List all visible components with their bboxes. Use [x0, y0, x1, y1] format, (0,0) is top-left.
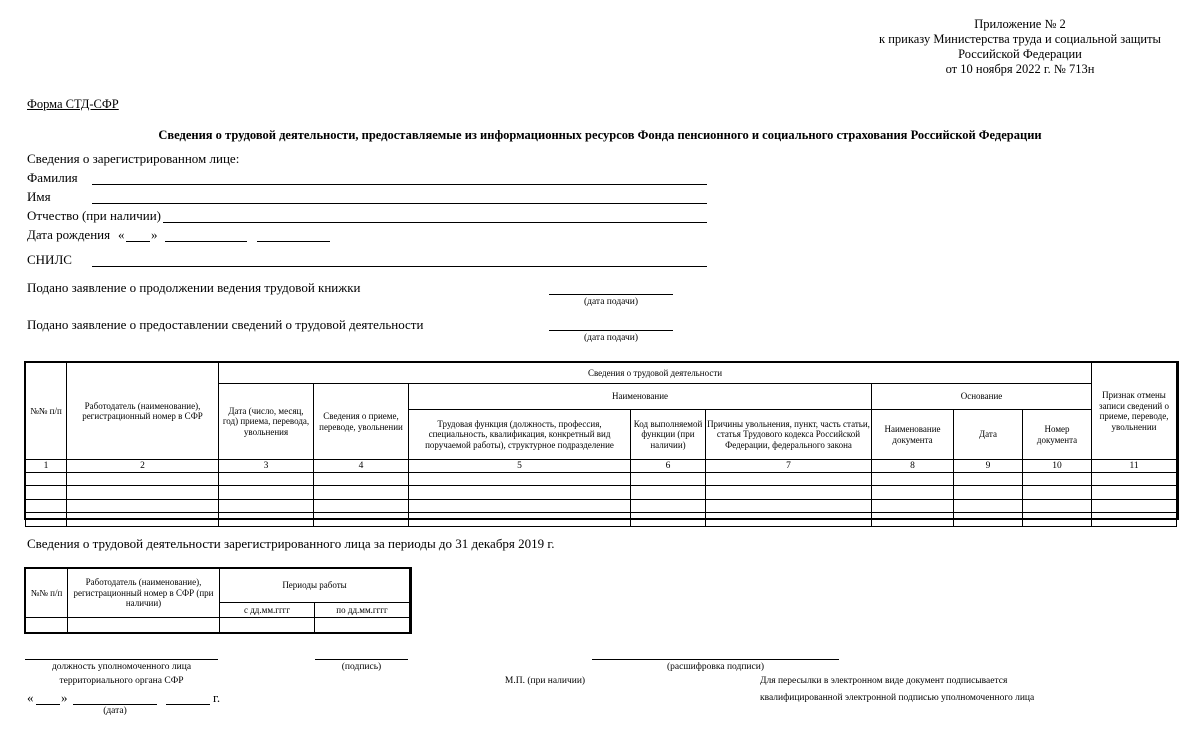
snils-field[interactable]: [92, 266, 707, 267]
table-cell[interactable]: [1023, 513, 1092, 527]
table-cell[interactable]: [409, 513, 631, 527]
table-row: [26, 486, 1177, 500]
period-from-header: с дд.мм.гггг: [220, 603, 315, 618]
name-field[interactable]: [92, 203, 707, 204]
table-cell[interactable]: [1092, 500, 1177, 513]
column-numbers-row: [26, 460, 1177, 473]
col-cancel-sign-header: Признак отмены записи сведений о приеме, переводе, увольнении: [1092, 363, 1177, 460]
column-number: 3: [219, 460, 314, 473]
pre2020-col-employer-header: Работодатель (наименование), регистрационный номер в СФР (при наличии): [68, 569, 220, 618]
name-label: Имя: [27, 189, 51, 204]
position-caption: должность уполномоченного лица: [51, 662, 192, 672]
table-cell[interactable]: [67, 513, 219, 527]
table-cell[interactable]: [409, 500, 631, 513]
table-row: [26, 500, 1177, 513]
table-cell[interactable]: [1092, 486, 1177, 500]
table-row: [26, 618, 410, 633]
appendix-block: [860, 17, 1180, 77]
continue-book-date-field[interactable]: [549, 294, 673, 295]
employment-info-header: Сведения о трудовой деятельности: [219, 363, 1092, 384]
table-cell[interactable]: [314, 486, 409, 500]
table-cell[interactable]: [219, 473, 314, 486]
position-line[interactable]: [25, 659, 218, 660]
table-cell[interactable]: [706, 513, 872, 527]
column-number: 5: [409, 460, 631, 473]
birth-month-field[interactable]: [165, 241, 247, 242]
table-cell[interactable]: [68, 618, 220, 633]
column-number: 2: [67, 460, 219, 473]
form-name: Форма СТД-СФР: [27, 97, 119, 111]
surname-field[interactable]: [92, 184, 707, 185]
column-number: 9: [954, 460, 1023, 473]
year-suffix: г.: [213, 690, 221, 705]
col-doc-number-header: Номер документа: [1023, 410, 1092, 460]
table-cell[interactable]: [954, 500, 1023, 513]
decoding-line[interactable]: [592, 659, 839, 660]
column-number: 10: [1023, 460, 1092, 473]
col-hire-info-header: Сведения о приеме, переводе, увольнении: [314, 384, 409, 460]
appendix-line-4: от 10 ноября 2022 г. № 713н: [945, 62, 1095, 76]
provide-info-statement: Подано заявление о предоставлении сведений о трудовой деятельности: [27, 317, 424, 332]
table-cell[interactable]: [67, 486, 219, 500]
table-cell[interactable]: [26, 500, 67, 513]
table-cell[interactable]: [314, 473, 409, 486]
provide-info-date-caption: (дата подачи): [583, 333, 639, 343]
col-date-header: Дата (число, месяц, год) приема, перевода, увольнения: [219, 384, 314, 460]
birth-date-label: Дата рождения: [27, 227, 111, 242]
table-cell[interactable]: [872, 513, 954, 527]
electronic-note-2: квалифицированной электронной подписью уполномоченного лица: [760, 693, 1035, 703]
provide-info-date-field[interactable]: [549, 330, 673, 331]
appendix-line-2: к приказу Министерства труда и социальной защиты: [879, 32, 1161, 46]
table-cell[interactable]: [872, 486, 954, 500]
date-quote-close: »: [61, 690, 68, 705]
table-cell[interactable]: [954, 513, 1023, 527]
document-title: Сведения о трудовой деятельности, предоставляемые из информационных ресурсов Фонда пенсионного и социального страхования Российской Федерации: [158, 128, 1042, 142]
table-cell[interactable]: [219, 486, 314, 500]
table-cell[interactable]: [67, 473, 219, 486]
continue-book-statement: Подано заявление о продолжении ведения трудовой книжки: [27, 280, 361, 295]
table-cell[interactable]: [314, 500, 409, 513]
snils-label: СНИЛС: [27, 252, 72, 267]
table-cell[interactable]: [26, 513, 67, 527]
col-function-code-header: Код выполняемой функции (при наличии): [631, 410, 706, 460]
col-number-header: №№ п/п: [26, 363, 67, 460]
organ-caption: территориального органа СФР: [59, 676, 184, 686]
col-employer-header: Работодатель (наименование), регистрационный номер в СФР: [67, 363, 219, 460]
appendix-line-1: Приложение № 2: [974, 17, 1066, 31]
birth-quote-open: «: [118, 227, 125, 242]
column-number: 8: [872, 460, 954, 473]
table-cell[interactable]: [954, 486, 1023, 500]
period-to-header: по дд.мм.гггг: [315, 603, 410, 618]
table-cell[interactable]: [26, 486, 67, 500]
basis-header: Основание: [872, 384, 1092, 410]
column-number: 7: [706, 460, 872, 473]
column-number: 6: [631, 460, 706, 473]
table-cell[interactable]: [631, 500, 706, 513]
sign-month-field[interactable]: [73, 704, 157, 705]
sign-day-field[interactable]: [36, 704, 60, 705]
table-cell[interactable]: [219, 513, 314, 527]
table-cell[interactable]: [706, 473, 872, 486]
table-cell[interactable]: [631, 486, 706, 500]
table-cell[interactable]: [631, 513, 706, 527]
birth-quote-close: »: [151, 227, 158, 242]
table-cell[interactable]: [409, 473, 631, 486]
table-cell[interactable]: [954, 473, 1023, 486]
birth-day-field[interactable]: [126, 241, 150, 242]
appendix-line-3: Российской Федерации: [958, 47, 1082, 61]
col-labor-function-header: Трудовая функция (должность, профессия, специальность, квалификация, конкретный вид поручаемой работы), структурное подразделение: [409, 410, 631, 460]
birth-year-field[interactable]: [257, 241, 330, 242]
table-cell[interactable]: [706, 500, 872, 513]
table-cell[interactable]: [314, 513, 409, 527]
stamp-caption: М.П. (при наличии): [504, 676, 586, 686]
pre2020-col-number-header: №№ п/п: [26, 569, 68, 618]
table-cell[interactable]: [706, 486, 872, 500]
table-row: [26, 473, 1177, 486]
column-number: 4: [314, 460, 409, 473]
date-quote-open: «: [27, 690, 34, 705]
date-caption: (дата): [103, 706, 127, 716]
table-cell[interactable]: [1023, 500, 1092, 513]
table-cell[interactable]: [409, 486, 631, 500]
sign-year-field[interactable]: [166, 704, 210, 705]
signature-line[interactable]: [315, 659, 408, 660]
table-row: [26, 513, 1177, 527]
signature-caption: (подпись): [341, 662, 382, 672]
table-cell[interactable]: [219, 500, 314, 513]
table-cell[interactable]: [872, 473, 954, 486]
column-number: 1: [26, 460, 67, 473]
employment-table: [25, 362, 1177, 527]
column-number: 11: [1092, 460, 1177, 473]
table-cell[interactable]: [1092, 513, 1177, 527]
pre2020-label: Сведения о трудовой деятельности зарегистрированного лица за периоды до 31 декабря 2019 г.: [27, 536, 555, 551]
patronymic-field[interactable]: [163, 222, 707, 223]
decoding-caption: (расшифровка подписи): [667, 662, 764, 672]
table-cell[interactable]: [220, 618, 315, 633]
table-cell[interactable]: [872, 500, 954, 513]
naming-header: Наименование: [409, 384, 872, 410]
person-header: Сведения о зарегистрированном лице:: [27, 151, 240, 166]
work-periods-header: Периоды работы: [220, 569, 410, 603]
electronic-note-1: Для пересылки в электронном виде документ подписывается: [760, 676, 1008, 686]
table-cell[interactable]: [26, 618, 68, 633]
table-cell[interactable]: [1023, 486, 1092, 500]
col-doc-name-header: Наименование документа: [872, 410, 954, 460]
table-cell[interactable]: [1023, 473, 1092, 486]
continue-book-date-caption: (дата подачи): [583, 297, 639, 307]
table-cell[interactable]: [67, 500, 219, 513]
col-dismissal-reason-header: Причины увольнения, пункт, часть статьи, статья Трудового кодекса Российской Федерации, федерального закона: [706, 410, 872, 460]
table-cell[interactable]: [315, 618, 410, 633]
table-cell[interactable]: [26, 473, 67, 486]
surname-label: Фамилия: [27, 170, 78, 185]
patronymic-label: Отчество (при наличии): [27, 208, 162, 223]
table-cell[interactable]: [1092, 473, 1177, 486]
table-cell[interactable]: [631, 473, 706, 486]
col-doc-date-header: Дата: [954, 410, 1023, 460]
pre2020-table: [25, 568, 410, 633]
